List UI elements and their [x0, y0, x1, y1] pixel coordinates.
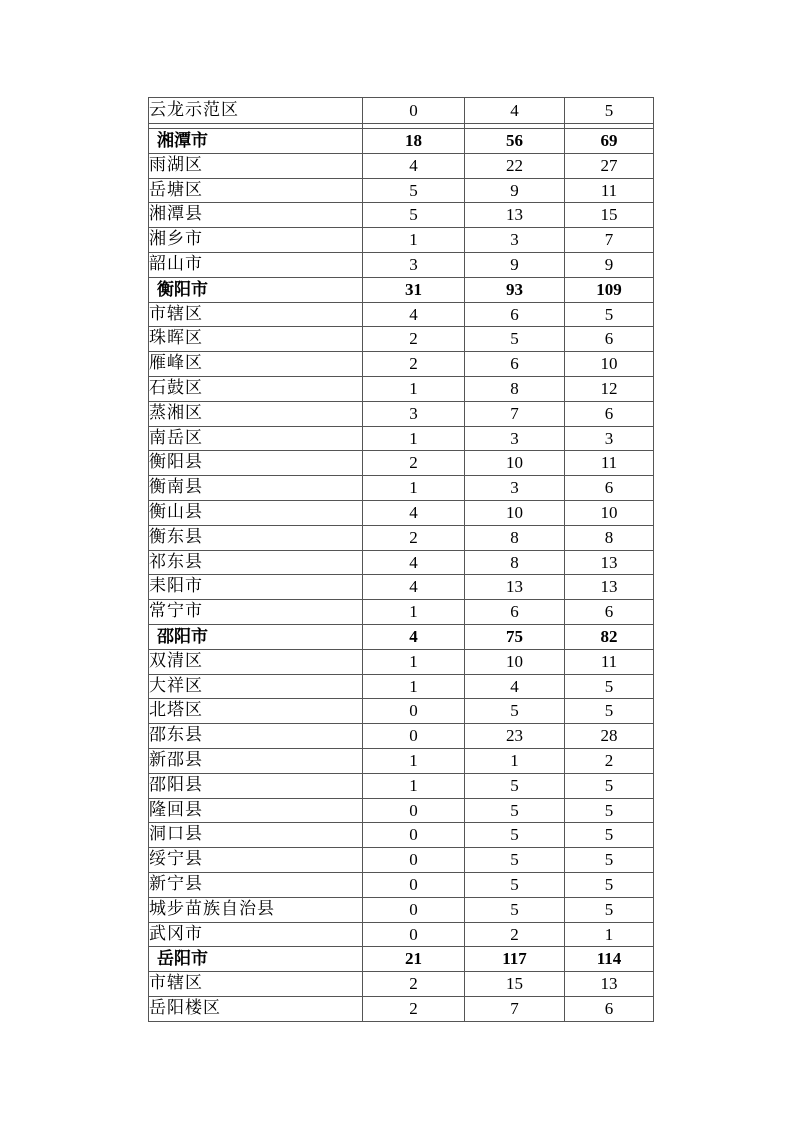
value-col-3: 10 [565, 500, 654, 525]
region-name: 耒阳市 [149, 575, 363, 600]
value-col-2: 93 [465, 277, 565, 302]
value-col-1: 5 [363, 178, 465, 203]
region-name: 市辖区 [149, 302, 363, 327]
value-col-2: 9 [465, 252, 565, 277]
value-col-3: 6 [565, 476, 654, 501]
table-row [149, 525, 654, 550]
value-col-1: 1 [363, 600, 465, 625]
value-col-2: 75 [465, 624, 565, 649]
value-col-1: 2 [363, 996, 465, 1021]
value-col-3: 5 [565, 699, 654, 724]
table-row [149, 178, 654, 203]
table-row [149, 699, 654, 724]
value-col-1: 5 [363, 203, 465, 228]
region-name: 石鼓区 [149, 376, 363, 401]
value-col-2: 7 [465, 996, 565, 1021]
region-name: 邵阳市 [149, 624, 363, 649]
table-row [149, 972, 654, 997]
value-col-2: 22 [465, 153, 565, 178]
table-row [149, 302, 654, 327]
value-col-2: 5 [465, 327, 565, 352]
value-col-2: 15 [465, 972, 565, 997]
city-row [149, 129, 654, 154]
region-name: 湘潭县 [149, 203, 363, 228]
region-name: 大祥区 [149, 674, 363, 699]
city-row [149, 624, 654, 649]
region-name: 湘潭市 [149, 129, 363, 154]
value-col-2: 8 [465, 525, 565, 550]
value-col-1: 1 [363, 228, 465, 253]
region-name: 珠晖区 [149, 327, 363, 352]
region-name: 市辖区 [149, 972, 363, 997]
value-col-2: 10 [465, 451, 565, 476]
value-col-2: 5 [465, 848, 565, 873]
value-col-2: 7 [465, 401, 565, 426]
region-name: 雨湖区 [149, 153, 363, 178]
region-name: 衡山县 [149, 500, 363, 525]
region-name: 蒸湘区 [149, 401, 363, 426]
value-col-3: 12 [565, 376, 654, 401]
region-name: 新宁县 [149, 872, 363, 897]
value-col-1: 1 [363, 748, 465, 773]
value-col-1: 4 [363, 624, 465, 649]
region-name: 衡阳市 [149, 277, 363, 302]
region-name: 南岳区 [149, 426, 363, 451]
table-row [149, 401, 654, 426]
value-col-1: 2 [363, 352, 465, 377]
value-col-2: 10 [465, 649, 565, 674]
table-body [149, 98, 654, 1022]
value-col-1: 0 [363, 823, 465, 848]
value-col-1: 2 [363, 525, 465, 550]
table-row [149, 674, 654, 699]
region-name: 雁峰区 [149, 352, 363, 377]
value-col-3: 13 [565, 550, 654, 575]
value-col-2: 3 [465, 228, 565, 253]
value-col-2: 13 [465, 575, 565, 600]
table-row [149, 98, 654, 124]
region-name: 衡阳县 [149, 451, 363, 476]
value-col-1: 4 [363, 550, 465, 575]
region-name: 岳塘区 [149, 178, 363, 203]
value-col-2: 2 [465, 922, 565, 947]
value-col-3: 27 [565, 153, 654, 178]
value-col-1: 0 [363, 872, 465, 897]
city-row [149, 947, 654, 972]
value-col-1: 1 [363, 376, 465, 401]
value-col-2: 4 [465, 98, 565, 124]
table-row [149, 327, 654, 352]
value-col-2: 6 [465, 352, 565, 377]
value-col-3: 3 [565, 426, 654, 451]
value-col-3: 6 [565, 600, 654, 625]
value-col-3: 82 [565, 624, 654, 649]
value-col-2: 6 [465, 302, 565, 327]
table-row [149, 252, 654, 277]
region-name: 武冈市 [149, 922, 363, 947]
value-col-2: 23 [465, 724, 565, 749]
value-col-1: 4 [363, 575, 465, 600]
table-row [149, 426, 654, 451]
value-col-3: 1 [565, 922, 654, 947]
value-col-3: 5 [565, 897, 654, 922]
region-name: 隆回县 [149, 798, 363, 823]
value-col-3: 28 [565, 724, 654, 749]
value-col-1: 0 [363, 848, 465, 873]
value-col-1: 0 [363, 724, 465, 749]
value-col-2: 3 [465, 476, 565, 501]
value-col-3: 5 [565, 872, 654, 897]
value-col-3: 10 [565, 352, 654, 377]
table-row [149, 228, 654, 253]
region-name: 常宁市 [149, 600, 363, 625]
value-col-3: 7 [565, 228, 654, 253]
value-col-3: 5 [565, 98, 654, 124]
region-name: 邵东县 [149, 724, 363, 749]
value-col-1: 2 [363, 451, 465, 476]
table-row [149, 748, 654, 773]
table-row [149, 872, 654, 897]
table-row [149, 600, 654, 625]
region-name: 新邵县 [149, 748, 363, 773]
value-col-3: 13 [565, 972, 654, 997]
value-col-3: 109 [565, 277, 654, 302]
value-col-1: 4 [363, 500, 465, 525]
value-col-2: 5 [465, 699, 565, 724]
value-col-2: 56 [465, 129, 565, 154]
value-col-3: 5 [565, 798, 654, 823]
value-col-3: 5 [565, 302, 654, 327]
table-row [149, 649, 654, 674]
table-row [149, 798, 654, 823]
value-col-3: 114 [565, 947, 654, 972]
table-row [149, 773, 654, 798]
value-col-3: 5 [565, 674, 654, 699]
region-name: 岳阳市 [149, 947, 363, 972]
value-col-1: 4 [363, 302, 465, 327]
value-col-3: 11 [565, 649, 654, 674]
statistics-table [148, 97, 654, 1022]
value-col-1: 21 [363, 947, 465, 972]
table-row [149, 153, 654, 178]
region-name: 洞口县 [149, 823, 363, 848]
table-row [149, 897, 654, 922]
city-row [149, 277, 654, 302]
region-name: 衡南县 [149, 476, 363, 501]
table-row [149, 476, 654, 501]
value-col-3: 9 [565, 252, 654, 277]
value-col-1: 0 [363, 98, 465, 124]
region-name: 韶山市 [149, 252, 363, 277]
table-row [149, 376, 654, 401]
value-col-2: 4 [465, 674, 565, 699]
value-col-2: 1 [465, 748, 565, 773]
value-col-2: 117 [465, 947, 565, 972]
value-col-2: 13 [465, 203, 565, 228]
table-row [149, 352, 654, 377]
region-name: 双清区 [149, 649, 363, 674]
value-col-3: 11 [565, 451, 654, 476]
value-col-1: 2 [363, 327, 465, 352]
region-name: 绥宁县 [149, 848, 363, 873]
value-col-2: 8 [465, 376, 565, 401]
value-col-1: 31 [363, 277, 465, 302]
value-col-3: 6 [565, 327, 654, 352]
value-col-3: 2 [565, 748, 654, 773]
value-col-1: 1 [363, 476, 465, 501]
table-row [149, 575, 654, 600]
region-name: 城步苗族自治县 [149, 897, 363, 922]
region-name: 湘乡市 [149, 228, 363, 253]
region-name: 云龙示范区 [149, 98, 363, 124]
table-row [149, 848, 654, 873]
value-col-1: 1 [363, 649, 465, 674]
value-col-2: 5 [465, 773, 565, 798]
value-col-3: 11 [565, 178, 654, 203]
value-col-2: 9 [465, 178, 565, 203]
value-col-2: 6 [465, 600, 565, 625]
value-col-1: 0 [363, 897, 465, 922]
value-col-1: 0 [363, 699, 465, 724]
value-col-1: 3 [363, 252, 465, 277]
value-col-2: 5 [465, 872, 565, 897]
value-col-3: 8 [565, 525, 654, 550]
table-row [149, 203, 654, 228]
value-col-1: 18 [363, 129, 465, 154]
value-col-3: 5 [565, 848, 654, 873]
value-col-3: 5 [565, 773, 654, 798]
table-row [149, 996, 654, 1021]
value-col-1: 3 [363, 401, 465, 426]
value-col-2: 5 [465, 823, 565, 848]
value-col-1: 2 [363, 972, 465, 997]
value-col-3: 69 [565, 129, 654, 154]
value-col-2: 8 [465, 550, 565, 575]
value-col-2: 5 [465, 897, 565, 922]
value-col-2: 10 [465, 500, 565, 525]
table-row [149, 550, 654, 575]
table-row [149, 724, 654, 749]
table-row [149, 500, 654, 525]
region-name: 岳阳楼区 [149, 996, 363, 1021]
value-col-1: 1 [363, 426, 465, 451]
region-name: 邵阳县 [149, 773, 363, 798]
region-name: 北塔区 [149, 699, 363, 724]
table-row [149, 823, 654, 848]
value-col-3: 15 [565, 203, 654, 228]
value-col-3: 6 [565, 401, 654, 426]
value-col-3: 6 [565, 996, 654, 1021]
value-col-2: 3 [465, 426, 565, 451]
value-col-1: 0 [363, 798, 465, 823]
table-row [149, 451, 654, 476]
region-name: 祁东县 [149, 550, 363, 575]
value-col-1: 4 [363, 153, 465, 178]
value-col-1: 1 [363, 674, 465, 699]
value-col-2: 5 [465, 798, 565, 823]
table-row [149, 922, 654, 947]
value-col-3: 5 [565, 823, 654, 848]
value-col-1: 0 [363, 922, 465, 947]
value-col-1: 1 [363, 773, 465, 798]
region-name: 衡东县 [149, 525, 363, 550]
value-col-3: 13 [565, 575, 654, 600]
